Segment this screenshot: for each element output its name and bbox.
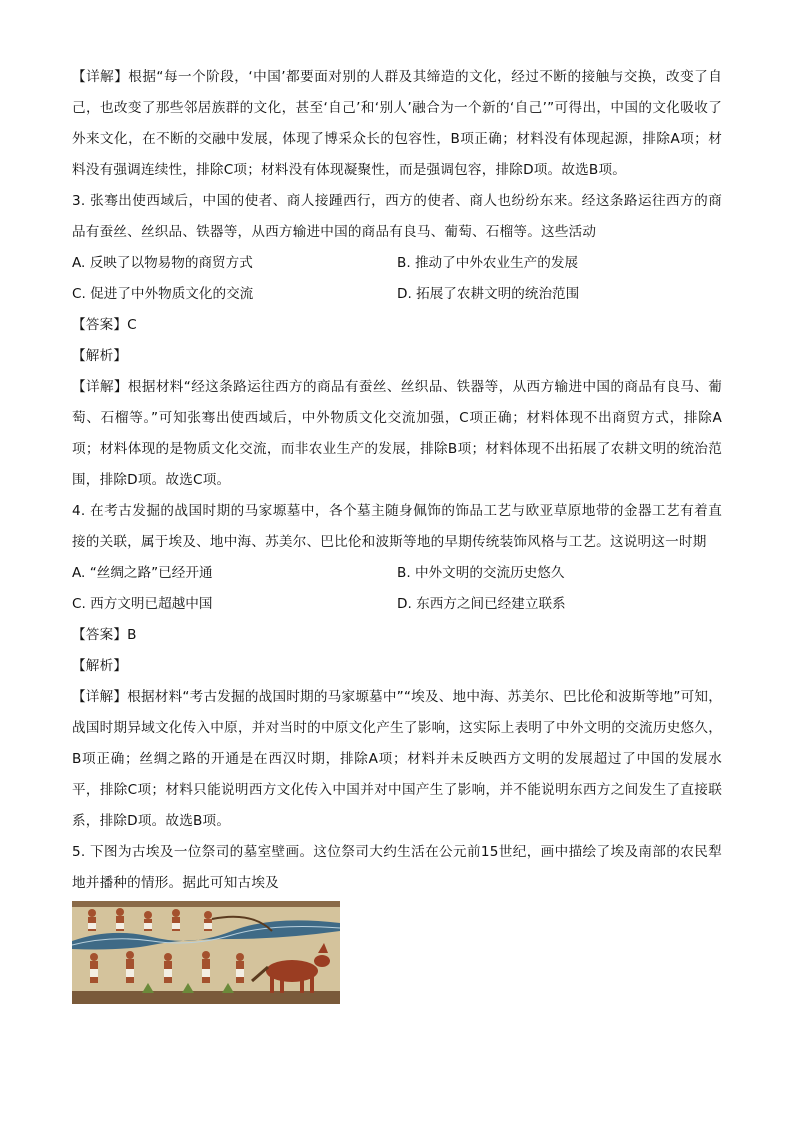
q4-options-row-1	[72, 558, 722, 589]
q3-analysis-label: 【解析】	[72, 348, 128, 364]
q3-detail: 【详解】根据材料“经这条路运往西方的商品有蚕丝、丝织品、铁器等，从西方输进中国的商品有良马、葡萄、石榴等。”可知张骞出使西域后，中外物质文化交流加强，C项正确；材料体现不出商贸方式，排除A项；材料体现的是物质文化交流，而非农业生产的发展，排除B项；材料体现不出拓展了农耕文明的统治范围，排除D项。故选C项。	[72, 379, 722, 488]
q5-stem: 5. 下图为古埃及一位祭司的墓室壁画。这位祭司大约生活在公元前15世纪，画中描绘了埃及南部的农民犁地并播种的情形。据此可知古埃及	[72, 844, 722, 891]
q4-options-row-2	[72, 589, 722, 620]
q3-options-row-2	[72, 279, 722, 310]
q4-option-a: A. “丝绸之路”已经开通	[72, 565, 213, 581]
q3-option-c: C. 促进了中外物质文化的交流	[72, 286, 254, 302]
q4-option-c: C. 西方文明已超越中国	[72, 596, 213, 612]
q4-option-b: B. 中外文明的交流历史悠久	[397, 565, 565, 581]
q4-option-d: D. 东西方之间已经建立联系	[397, 596, 566, 612]
q4-stem: 4. 在考古发掘的战国时期的马家塬墓中，各个墓主随身佩饰的饰品工艺与欧亚草原地带的金器工艺有着直接的关联，属于埃及、地中海、苏美尔、巴比伦和波斯等地的早期传统装饰风格与工艺。这说明这一时期	[72, 503, 722, 550]
q3-option-d: D. 拓展了农耕文明的统治范围	[397, 286, 580, 302]
q3-option-a: A. 反映了以物易物的商贸方式	[72, 255, 253, 271]
q2-detail: 【详解】根据“每一个阶段，‘中国’都要面对别的人群及其缔造的文化，经过不断的接触与交换，改变了自己，也改变了那些邻居族群的文化，甚至‘自己’和‘别人’融合为一个新的‘自己’”可得出，中国的文化吸收了外来文化，在不断的交融中发展，体现了博采众长的包容性，B项正确；材料没有体现起源，排除A项；材料没有强调连续性，排除C项；材料没有体现凝聚性，而是强调包容，排除D项。故选B项。	[72, 69, 722, 178]
q3-answer: 【答案】C	[72, 317, 137, 333]
q4-answer: 【答案】B	[72, 627, 137, 643]
q3-option-b: B. 推动了中外农业生产的发展	[397, 255, 579, 271]
q4-detail: 【详解】根据材料“考古发掘的战国时期的马家塬墓中”“埃及、地中海、苏美尔、巴比伦和波斯等地”可知，战国时期异域文化传入中原，并对当时的中原文化产生了影响，这实际上表明了中外文明的交流历史悠久，B项正确；丝绸之路的开通是在西汉时期，排除A项；材料并未反映西方文明的发展超过了中国的发展水平，排除C项；材料只能说明西方文化传入中国并对中国产生了影响，并不能说明东西方之间发生了直接联系，排除D项。故选B项。	[72, 689, 722, 829]
q3-options-row-1	[72, 248, 722, 279]
egyptian-tomb-mural-image	[72, 901, 340, 1004]
q4-analysis-label: 【解析】	[72, 658, 128, 674]
document-page	[72, 62, 722, 1004]
q3-stem: 3. 张骞出使西域后，中国的使者、商人接踵西行，西方的使者、商人也纷纷东来。经这条路运往西方的商品有蚕丝、丝织品、铁器等，从西方输进中国的商品有良马、葡萄、石榴等。这些活动	[72, 193, 722, 240]
